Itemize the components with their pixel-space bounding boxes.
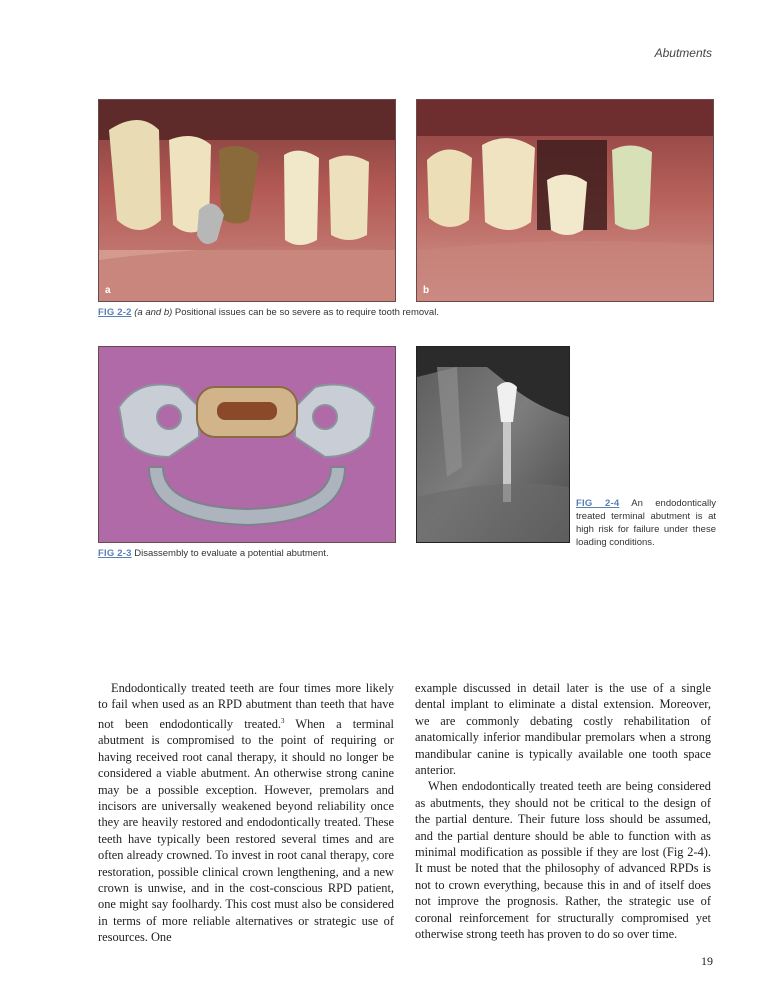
fig-2-4-caption xyxy=(576,497,716,549)
fig-2-2b-photo xyxy=(416,99,714,302)
fig-2-4-label: FIG 2-4 xyxy=(576,498,620,509)
fig-2-2-caption-italic: (a and b) xyxy=(134,307,173,318)
page-number: 19 xyxy=(701,954,713,968)
paragraph-text-cont: When a terminal abutment is compromised to the point of requiring or having received root canal therapy, it should no longer be considered a viable abutment. An otherwise strong canine may be a possible exception. However, premolars and incisors are universally weakened beyond reliability once they are heavily restored and endodontically treated. These teeth have typically been restored several times and are often already crowned. To invest in root canal therapy, core restoration, possible clinical crown lengthening, and a new crown is unwise, and in the cost-conscious RPD patient, one might say foolhardy. This cost must also be considered in terms of more reliable alternatives or strategic use of resources. One xyxy=(98,716,394,945)
fig-2-2a-photo xyxy=(98,99,396,302)
fig-2-3-photo xyxy=(98,346,396,543)
radiograph-image xyxy=(417,347,569,542)
reference-superscript: 3 xyxy=(281,716,285,725)
fig-2-2-label: FIG 2-2 xyxy=(98,307,132,318)
fig-2-3-caption-text: Disassembly to evaluate a potential abutment. xyxy=(134,548,329,559)
fig-2-3-caption xyxy=(98,547,398,560)
fig-2-4-radiograph xyxy=(416,346,570,543)
rubber-dam-clamp-photo xyxy=(99,347,395,542)
panel-label-a: a xyxy=(105,285,111,296)
fig-2-3-label: FIG 2-3 xyxy=(98,548,132,559)
running-header: Abutments xyxy=(654,46,712,60)
body-column-left xyxy=(98,680,394,946)
fig-2-4-caption-text: An endodontically treated terminal abutment is at high risk for failure under these loading conditions. xyxy=(576,498,716,548)
intraoral-photo-a xyxy=(99,100,395,301)
fig-2-2-caption xyxy=(98,306,698,319)
body-column-right xyxy=(415,680,711,943)
intraoral-photo-b xyxy=(417,100,713,301)
paragraph-text: Endodontically treated teeth are four times more likely to fail when used as an RPD abutment than teeth that have not been endodontically treated. xyxy=(98,681,394,731)
body-paragraph xyxy=(98,680,394,946)
body-paragraph: example discussed in detail later is the use of a single dental implant to eliminate a distal extension. Moreover, we are commonly debating costly rehabilitation of anatomically inferior mandibular premolars when a strong mandibular canine is typically available one tooth space anterior. xyxy=(415,681,711,778)
fig-2-2-caption-text: Positional issues can be so severe as to require tooth removal. xyxy=(172,307,439,318)
body-paragraph: When endodontically treated teeth are being considered as abutments, they should not be critical to the design of the partial denture. Their future loss should be assumed, and the partial denture should be able to function with as minimal modification as possible if they are lost (Fig 2-4). It must be noted that the philosophy of advanced RPDs is not to crown everything, because this in and of itself does not improve the prognosis. Rather, the strategic use of coronal reinforcement for structurally compromised yet otherwise strong teeth has proven to do so over time. xyxy=(415,779,711,942)
panel-label-b: b xyxy=(423,285,430,296)
